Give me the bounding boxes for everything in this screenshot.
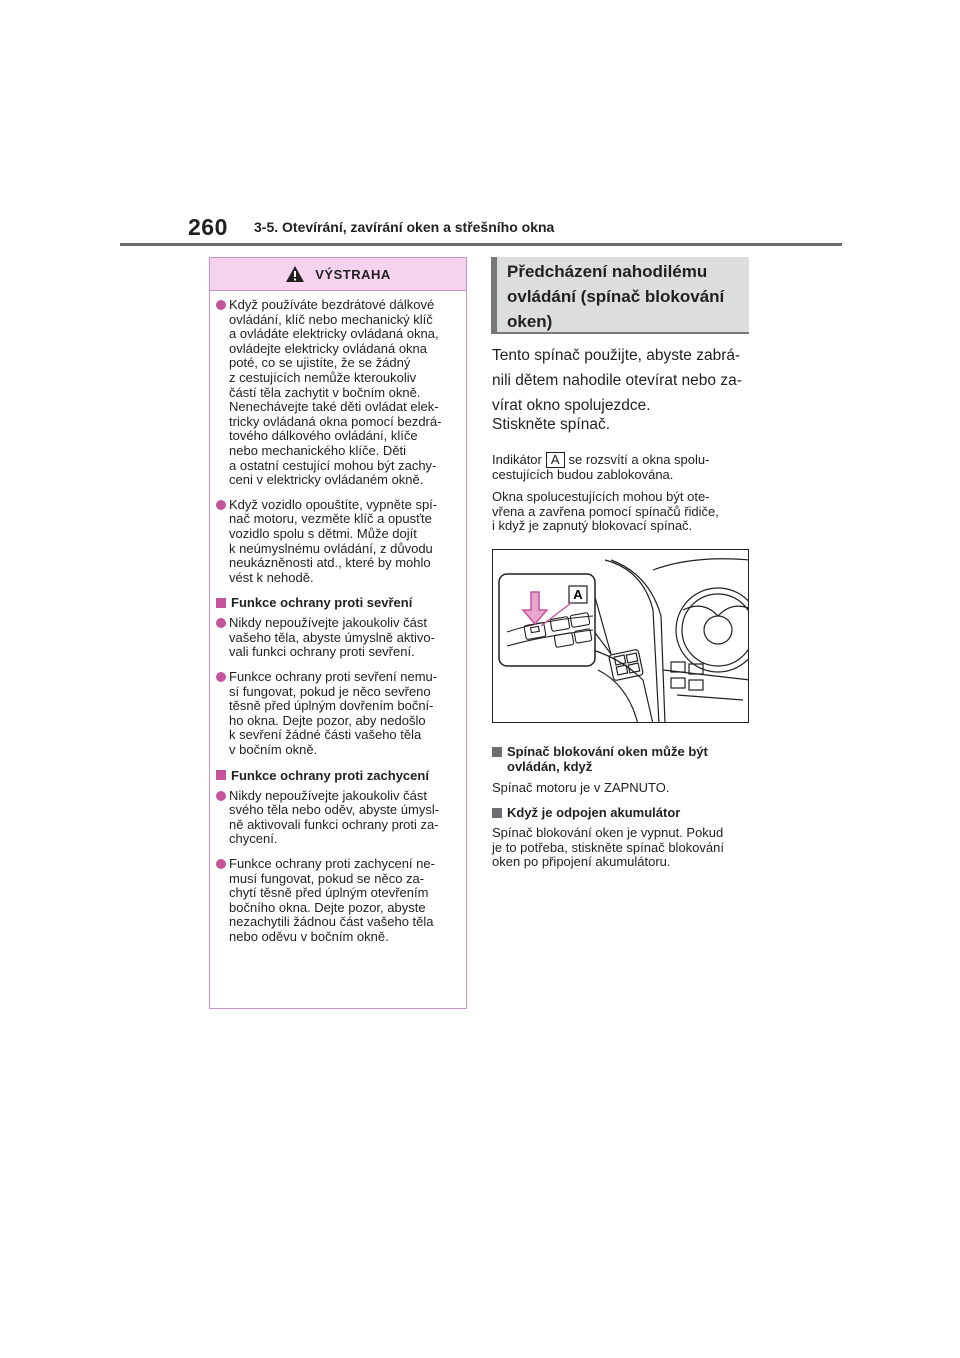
bullet-dot-icon (216, 618, 226, 628)
bullet-dot-icon (216, 300, 226, 310)
bullet-dot-icon (216, 672, 226, 682)
bullet-dot-icon (216, 500, 226, 510)
condition-text-1: Spínač motoru je v ZAPNUTO. (492, 780, 670, 795)
topic-intro: Tento spínač použijte, abyste zabrá- nili dětem nahodile otevírat nebo za- vírat okno spolujezdce. (492, 347, 742, 414)
square-bullet-icon (492, 808, 502, 818)
topic-heading: Předcházení nahodilému ovládání (spínač blokování oken) (491, 257, 749, 334)
condition-heading-2: Když je odpojen akumulátor (492, 806, 680, 821)
bullet-dot-icon (216, 859, 226, 869)
topic-instruction: Stiskněte spínač. (492, 416, 611, 433)
warning-body (210, 291, 466, 945)
window-lock-switch-illustration (492, 549, 749, 723)
warning-subheading: Funkce ochrany proti sevření (216, 595, 458, 610)
square-bullet-icon (216, 770, 226, 780)
warning-bullet: Funkce ochrany proti zachycení ne- musí fungovat, pokud se něco za- chytí těsně před úplným otevřením bočního okna. Dejte pozor, abyste nezachytili žádnou část vašeho těla nebo oděvu v bočním okně. (216, 857, 458, 945)
square-bullet-icon (216, 598, 226, 608)
condition-heading-1: Spínač blokování oken může být ovládán, když (492, 745, 708, 774)
warning-bullet: Když vozidlo opouštíte, vypněte spí- nač motoru, vezměte klíč a opusťte vozidlo spolu s dětmi. Může dojít k neúmyslnému ovládání, z důvodu neukázněnosti atd., které by mohlo vést k nehodě. (216, 498, 458, 586)
warning-bullet: Když používáte bezdrátové dálkové ovládání, klíč nebo mechanický klíč a ovládáte elektricky ovládaná okna, ovládejte elektricky ovládaná okna poté, co se ujistíte, že se žádný z cestujících nemůže kteroukoliv částí těla zachytit v bočním okně. Nenechávejte také děti ovládat elek- tricky ovládaná okna pomocí bezdrá- tového dálkového ovládání, klíče nebo mechanického klíče. Děti a ostatní cestující mohou být zachy- ceni v elektricky ovládaném okně. (216, 298, 458, 488)
warning-triangle-icon (285, 265, 305, 283)
section-title: 3-5. Otevírání, zavírání oken a střešního okna (254, 219, 555, 235)
warning-bullet: Funkce ochrany proti sevření nemu- sí fungovat, pokud je něco sevřeno těsně před úplným dovřením boční- ho okna. Dejte pozor, aby nedošlo k sevření žádné části vašeho těla v bočním okně. (216, 670, 458, 758)
figure-label-a: A (573, 587, 583, 602)
warning-header (210, 258, 466, 291)
warning-bullet: Nikdy nepoužívejte jakoukoliv část vašeho těla, abyste úmyslně aktivo- vali funkci ochrany proti sevření. (216, 616, 458, 660)
warning-subheading: Funkce ochrany proti zachycení (216, 768, 458, 783)
warning-box (209, 257, 467, 1009)
driver-switch-note: Okna spolucestujících mohou být ote- vřena a zavřena pomocí spínačů řidiče, i když je zapnutý blokovací spínač. (492, 489, 719, 534)
indicator-note: Indikátor A se rozsvítí a okna spolu- cestujících budou zablokována. (492, 452, 710, 482)
square-bullet-icon (492, 747, 502, 757)
label-a-box: A (546, 452, 565, 468)
door-panel-drawing (493, 550, 749, 723)
warning-bullet: Nikdy nepoužívejte jakoukoliv část svého těla nebo oděv, abyste úmysl- ně aktivovali funkci ochrany proti za- chycení. (216, 789, 458, 847)
header-divider (120, 243, 842, 246)
bullet-dot-icon (216, 791, 226, 801)
condition-text-2: Spínač blokování oken je vypnut. Pokud je to potřeba, stiskněte spínač blokování oken po připojení akumulátoru. (492, 825, 724, 870)
page-number: 260 (188, 214, 228, 240)
warning-title: VÝSTRAHA (315, 266, 391, 282)
